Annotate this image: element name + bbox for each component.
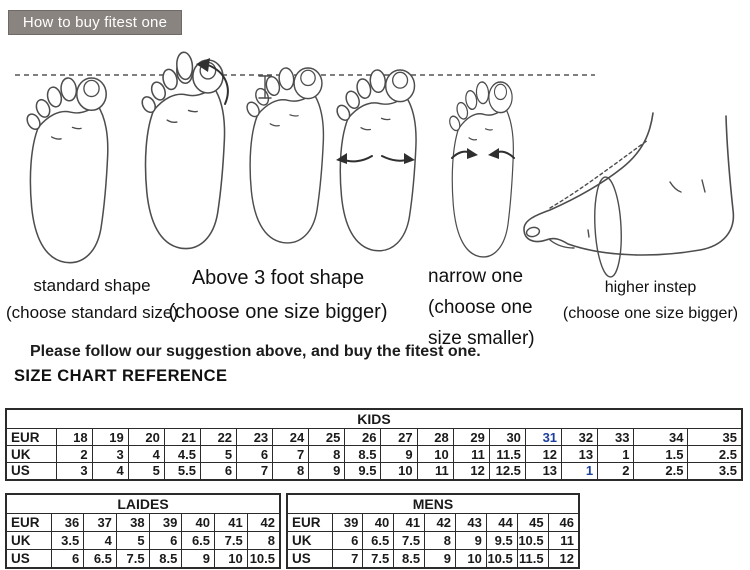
caption-line: standard shape <box>33 276 151 295</box>
caption-line: narrow one <box>428 266 524 287</box>
table-cell: 29 <box>453 429 489 446</box>
table-cell: 7 <box>273 446 309 463</box>
row-label: US <box>6 550 51 568</box>
table-cell: 35 <box>688 429 742 446</box>
table-cell: 9 <box>425 550 456 568</box>
caption-line: (choose one size bigger) <box>562 305 739 322</box>
section-header-label: How to buy fitest one <box>22 14 168 31</box>
table-cell: 8 <box>309 446 345 463</box>
table-cell: 4 <box>128 446 164 463</box>
table-cell: 8 <box>247 532 280 550</box>
table-cell: 26 <box>345 429 381 446</box>
caption-line: size smaller) <box>428 328 535 349</box>
table-row <box>287 514 579 532</box>
caption-above-3-foot-shape <box>168 267 388 324</box>
table-cell: 13 <box>562 446 598 463</box>
table-cell: 6.5 <box>182 532 215 550</box>
table-cell: 8 <box>425 532 456 550</box>
table-cell: 10.5 <box>247 550 280 568</box>
table-cell: 37 <box>84 514 117 532</box>
table-cell: 13 <box>525 463 561 480</box>
toe-touching-line-foot-icon <box>245 67 324 243</box>
table-cell: 1 <box>598 446 634 463</box>
row-label: EUR <box>6 514 51 532</box>
suggestion-text: Please follow our suggestion above, and buy the fitest one. <box>30 343 481 360</box>
caption-narrow-one <box>428 261 548 354</box>
table-cell: 8.5 <box>345 446 381 463</box>
row-label: UK <box>6 532 51 550</box>
table-cell: 1.5 <box>634 446 688 463</box>
row-label: US <box>6 463 56 480</box>
table-cell: 5 <box>128 463 164 480</box>
table-cell: 7.5 <box>394 532 425 550</box>
table-cell: 9.5 <box>486 532 517 550</box>
table-cell: 21 <box>164 429 200 446</box>
table-row <box>287 532 579 550</box>
table-cell: 10.5 <box>517 532 548 550</box>
caption-line: higher instep <box>604 279 697 296</box>
table-cell: 10.5 <box>486 550 517 568</box>
caption-higher-instep <box>553 275 748 327</box>
table-row <box>6 532 280 550</box>
table-cell: 4 <box>92 463 128 480</box>
table-cell: 20 <box>128 429 164 446</box>
table-cell: 12.5 <box>489 463 525 480</box>
table-row <box>287 550 579 568</box>
table-cell: 32 <box>562 429 598 446</box>
row-label: US <box>287 550 332 568</box>
table-cell: 4 <box>84 532 117 550</box>
table-title: LAIDES <box>6 494 280 514</box>
table-title: MENS <box>287 494 579 514</box>
table-title: KIDS <box>6 409 742 429</box>
table-cell: 2.5 <box>634 463 688 480</box>
table-cell: 5.5 <box>164 463 200 480</box>
table-cell: 28 <box>417 429 453 446</box>
table-cell: 22 <box>200 429 236 446</box>
table-cell: 9 <box>182 550 215 568</box>
table-cell: 19 <box>92 429 128 446</box>
table-cell: 11.5 <box>517 550 548 568</box>
standard-foot-icon <box>25 77 108 262</box>
table-row <box>6 550 280 568</box>
table-cell: 11 <box>417 463 453 480</box>
table-cell: 11.5 <box>489 446 525 463</box>
table-cell: 6 <box>332 532 363 550</box>
table-cell: 6 <box>237 446 273 463</box>
wide-foot-icon <box>335 69 416 250</box>
table-cell: 5 <box>116 532 149 550</box>
caption-line: (choose one size bigger) <box>168 301 388 323</box>
table-cell: 3 <box>92 446 128 463</box>
table-cell: 34 <box>634 429 688 446</box>
table-cell: 6.5 <box>84 550 117 568</box>
table-cell: 8.5 <box>394 550 425 568</box>
ladies-size-table <box>5 493 281 569</box>
table-cell: 7.5 <box>215 532 248 550</box>
table-cell: 39 <box>149 514 182 532</box>
table-cell: 3 <box>56 463 92 480</box>
table-cell: 6.5 <box>363 532 394 550</box>
table-cell: 2.5 <box>688 446 742 463</box>
caption-line: Above 3 foot shape <box>191 267 365 289</box>
table-cell: 6 <box>149 532 182 550</box>
table-cell: 43 <box>456 514 487 532</box>
table-cell: 23 <box>237 429 273 446</box>
table-cell: 1 <box>562 463 598 480</box>
table-cell: 11 <box>548 532 579 550</box>
table-cell: 8 <box>273 463 309 480</box>
table-cell: 24 <box>273 429 309 446</box>
table-cell: 6 <box>51 550 84 568</box>
section-header <box>8 10 182 35</box>
table-cell: 33 <box>598 429 634 446</box>
table-cell: 45 <box>517 514 548 532</box>
table-cell: 3.5 <box>688 463 742 480</box>
table-cell: 40 <box>363 514 394 532</box>
table-cell: 40 <box>182 514 215 532</box>
table-cell: 7 <box>332 550 363 568</box>
table-cell: 36 <box>51 514 84 532</box>
size-chart-heading: SIZE CHART REFERENCE <box>14 367 228 385</box>
table-cell: 12 <box>548 550 579 568</box>
table-cell: 3.5 <box>51 532 84 550</box>
table-cell: 41 <box>394 514 425 532</box>
table-cell: 38 <box>116 514 149 532</box>
table-cell: 10 <box>456 550 487 568</box>
table-row <box>6 463 742 480</box>
table-cell: 41 <box>215 514 248 532</box>
table-cell: 25 <box>309 429 345 446</box>
foot-shapes-illustration <box>0 48 750 280</box>
row-label: UK <box>6 446 56 463</box>
table-cell: 9.5 <box>345 463 381 480</box>
table-cell: 46 <box>548 514 579 532</box>
table-cell: 2 <box>56 446 92 463</box>
side-foot-instep-icon <box>524 113 733 278</box>
narrow-foot-icon <box>448 81 514 257</box>
table-cell: 4.5 <box>164 446 200 463</box>
caption-line: (choose standard size) <box>6 303 178 322</box>
table-cell: 7.5 <box>116 550 149 568</box>
table-cell: 12 <box>525 446 561 463</box>
row-label: EUR <box>287 514 332 532</box>
table-cell: 10 <box>381 463 417 480</box>
caption-line: (choose one <box>428 297 533 318</box>
table-cell: 7.5 <box>363 550 394 568</box>
table-row <box>6 429 742 446</box>
table-cell: 44 <box>486 514 517 532</box>
table-cell: 2 <box>598 463 634 480</box>
table-cell: 11 <box>453 446 489 463</box>
table-cell: 31 <box>525 429 561 446</box>
kids-size-table <box>5 408 743 481</box>
mens-size-table <box>286 493 580 569</box>
table-cell: 7 <box>237 463 273 480</box>
table-row <box>6 514 280 532</box>
long-toe-foot-icon <box>140 52 228 249</box>
table-cell: 10 <box>215 550 248 568</box>
gap-measure-icon <box>259 76 271 98</box>
table-cell: 9 <box>456 532 487 550</box>
table-cell: 8.5 <box>149 550 182 568</box>
table-cell: 27 <box>381 429 417 446</box>
table-cell: 39 <box>332 514 363 532</box>
table-cell: 42 <box>425 514 456 532</box>
table-cell: 9 <box>309 463 345 480</box>
caption-standard-shape <box>2 272 182 326</box>
row-label: UK <box>287 532 332 550</box>
table-cell: 12 <box>453 463 489 480</box>
table-cell: 30 <box>489 429 525 446</box>
table-cell: 5 <box>200 446 236 463</box>
table-cell: 10 <box>417 446 453 463</box>
table-cell: 9 <box>381 446 417 463</box>
table-cell: 42 <box>247 514 280 532</box>
table-cell: 18 <box>56 429 92 446</box>
table-row <box>6 446 742 463</box>
table-cell: 6 <box>200 463 236 480</box>
row-label: EUR <box>6 429 56 446</box>
